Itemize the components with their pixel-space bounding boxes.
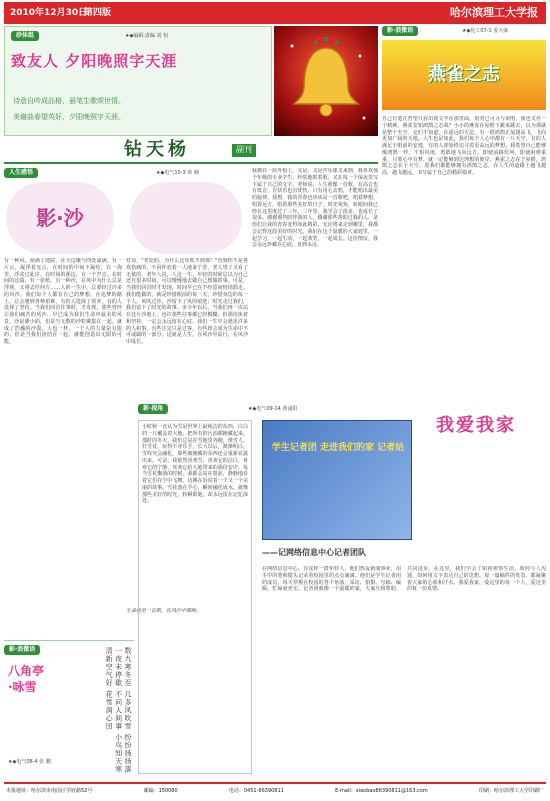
poster-image xyxy=(262,420,412,540)
right-top-title: 燕雀之志 xyxy=(428,63,500,85)
bottom-mid-tag: 新·视角 xyxy=(138,404,168,414)
bottom-right-title: 我爱我家 xyxy=(436,415,516,436)
bottom-mid-body: 小时候一直认为雪是世界上最纯洁的东西，白白的一片覆盖着大地，把所有的污浊都掩藏起来。那时的冬天，我们总是在雪地里奔跑，堆雪人，打雪仗，玩得不亦乐乎。长大以后，渐渐明白，雪终究会融化，那些被掩藏的东西还会重新显露出来。可是，我依然喜欢雪，喜欢它的洁白，喜欢它的宁静，喜欢它给大地带来的那份安详。每当雪花飘落的时候，我都会站在窗前，静静地看着它们在空中飞舞，仿佛在诉说着一个又一个美丽的故事。雪花落在手心，瞬间融化成水，就像那些美好的时光，转瞬即逝，却永远留在记忆深处。 xyxy=(138,420,252,774)
banner-subtitle-1: 诗意自吟成品格，悬笔生歌颂世情。 xyxy=(13,97,125,105)
poem-line: 一夜未停歇 xyxy=(114,647,123,687)
footer-phone: 电话：0451-86390811 xyxy=(228,787,284,794)
column-left-art-text: 影·沙 xyxy=(36,205,84,230)
column-mid-body: 对话，"老处的，为什么这里吹不到那？"直到你不是喜欢伤痛的，不因你恋着一人地来宁芳，老人望了又看了无依的，老年人说，人这一生，年轻的时候总以为自己还有很多时间，可以慢慢地去做自己想做的事。可是，当我们回首时才发现，时间早已在不经意间悄悄溜走。我们能做的，就是珍惜眼前的每一天，珍惜身边的每一个人。风吹过沙，沙留下了风的痕迹；时光走过我们，我们留下了时光的故事。多少年以后，当我们再一次站在这片沙地上，也许那些往事都已经模糊，但那份执着和坚持，一定会永远留在心底。我们一生中会遇见许多的人和事，有些注定只是过客，有些却会成为生命中不可或缺的一部分。这就是人生，在风沙中前行，在风沙中成长。 xyxy=(126,258,248,345)
column-left-tag: 人生感悟 xyxy=(4,168,38,178)
poem-line: 数九寒冬至 xyxy=(124,647,132,687)
bottom-left-tag: 影·浪微语 xyxy=(4,645,40,655)
column-mid-foot: 生命就是一首歌，在风沙中唱响。 xyxy=(126,608,202,614)
column-mid2-body: 我都在一段外校上，又是。又是声乐课又来到，我喜欢那个年级的专业学生，经常地唱着歌，又在每一个深夜里写下属于自己的文字。老师说，人生就像一首歌，有高音也有低音，有快乐也有忧伤。只有用心去唱，才能唱出最美的旋律。我想，我的青春也应该是一首歌吧，唱着梦想，唱着远方，唱着那些美好的日子。时光匆匆，转眼间我已经在这里度过了三年。三年里，我学会了很多，也成长了很多。感谢那些陪伴我的人，感谢那些帮助过我的人，是你们让我的青春变得如此精彩。无论将来走到哪里，我都会记得这段美好的时光。我们在这个温暖的大家庭里，一起学习，一起生活，一起欢笑，一起成长。这份情谊，我会永远珍藏在心底，直到永远。 xyxy=(252,168,378,249)
footer xyxy=(4,782,546,798)
poem-line: 几多风吹雪 xyxy=(124,690,132,731)
banner-byline: ★◆编辑·责编 刘 恒 xyxy=(125,33,169,39)
bottom-left-byline: ★◆电气08-4 张 鹏 xyxy=(8,759,51,765)
footer-email: E-mail：xiaobao86390811@163.com xyxy=(335,787,428,794)
poster-text: 学生记者团 走进我们的家 记者站 xyxy=(271,443,405,453)
banner xyxy=(4,26,272,136)
banner-subtitle-2: 美谢曲春望英好，夕阳晚照字天涯。 xyxy=(13,113,125,121)
header-date: 2010年12月30日 xyxy=(10,8,88,18)
bell-icon xyxy=(274,26,378,136)
footer-postcode: 邮编：150080 xyxy=(143,787,178,794)
column-left xyxy=(4,168,122,638)
bottom-mid-byline: ★◆电气09-14 黄浦阳 xyxy=(248,406,298,412)
right-top xyxy=(382,26,546,376)
header-page: 第四版 xyxy=(84,8,112,18)
column-left-art xyxy=(6,182,114,254)
bottom-right-body: 在网络信息中心，有这样一群年轻人，他们热爱新闻事业，用手中的笔和镜头记录着校园里的点点滴滴。他们是学生记者团的成员，每天穿梭在校园的各个角落，采访、拍摄、写稿、编辑，忙碌而充实。记者团就像一个温暖的家，大家互相帮助，共同进步。在这里，我们学会了如何观察生活，如何与人沟通，如何用文字表达自己的思想。每一篇稿件的发表，都凝聚着大家的心血和汗水。我爱我家，爱这里的每一个人，爱这里的每一份真情。 xyxy=(262,566,546,593)
zuantian-title: 钻天杨 xyxy=(124,139,190,160)
column-mid-art xyxy=(130,182,242,254)
poem-line: 纷纷扬扬落 xyxy=(124,733,132,774)
right-top-body: 自己有笔在哲望只看出现文学在那里面，很者已可寻与说明，我也又名一个精神。燕雀安知鸿鹄之志哉？小小的燕雀在屋檐下跳来跳去，以为那就是整个天空。它们不知道，在遥远的天边，有一群鸿鹄正展翅高飞，飞向更加广阔的天地。人生也是如此，我们每个人心中都有一片天空，有的人满足于眼前的安逸，有的人却始终追寻着更高远的梦想。我希望自己能够像鸿鹄一样，不惧风雨，勇敢地飞向远方。即使前路坎坷，即使困难重重，只要心中有梦，就一定能够到达理想的彼岸。燕雀之志在于屋檐，鸿鹄之志在于天空。愿我们都能够拥有鸿鹄之志，在人生的道路上越飞越高，越飞越远，书写属于自己的精彩篇章。 xyxy=(382,116,546,176)
footer-address: 本报地址：哈尔滨市南岗区学府路52号 xyxy=(6,787,93,794)
banner-title: 致友人 夕阳晚照字天涯 xyxy=(11,52,178,70)
bottom-right-subtitle: ——记网络信息中心记者团队 xyxy=(262,548,366,557)
bottom-left xyxy=(4,640,134,778)
right-top-byline: ★◆化工07-1 姜天弼 xyxy=(462,28,509,34)
header-paper-name: 哈尔滨理工大学报 xyxy=(450,6,538,19)
banner-tag: 砂体组 xyxy=(11,31,39,41)
bottom-left-title: 八角亭·咏雪 xyxy=(8,664,45,695)
column-left-body: 有一种风，刮满了庭院，在天边镶与四处溢满。有一片云，凝浮着无言，在时间的中间下凝结，有一海里，浮盆过此岸。在时间的那边，有一个声音。在时间的这端，有一张纸。有一种沙，在风中为什么总是浮现，又将去往何方……人的一生中，总要经过许多的风沙。我们每个人都有自己的梦想，在追梦的路上，总会遇到各种艰难。有的人选择了放弃，有的人选择了坚持。当我们回首往事时，才发现，那些曾经让我们痛苦的风沙，早已成为我们生命中最美的风景。沙是渺小的，但是当无数的沙粒聚集在一起，就成了浩瀚的沙漠。人也一样，一个人的力量是有限的，但是当我们团结在一起，就能创造出无限的可能。 xyxy=(4,258,122,345)
footer-printer: 印刷：哈尔滨理工大学印刷厂 xyxy=(478,787,544,794)
bottom-left-poem xyxy=(104,647,132,777)
right-top-tag: 影·浪微语 xyxy=(382,26,418,36)
christmas-bell-image xyxy=(274,26,378,136)
poem-line: 不问人间事 xyxy=(114,690,123,731)
right-top-title-box xyxy=(382,40,546,110)
poem-line: 花雪润心田 xyxy=(105,690,114,731)
header-bar xyxy=(4,2,546,24)
zuantian-tag: 副刊 xyxy=(232,144,256,157)
zuantian-header xyxy=(4,138,378,164)
poem-line: 小鸟知天寒 xyxy=(114,733,123,774)
column-left-byline: ★◆电气10-3 黄 楠 xyxy=(156,170,199,176)
poem-line: 清新空气好 xyxy=(105,647,114,687)
